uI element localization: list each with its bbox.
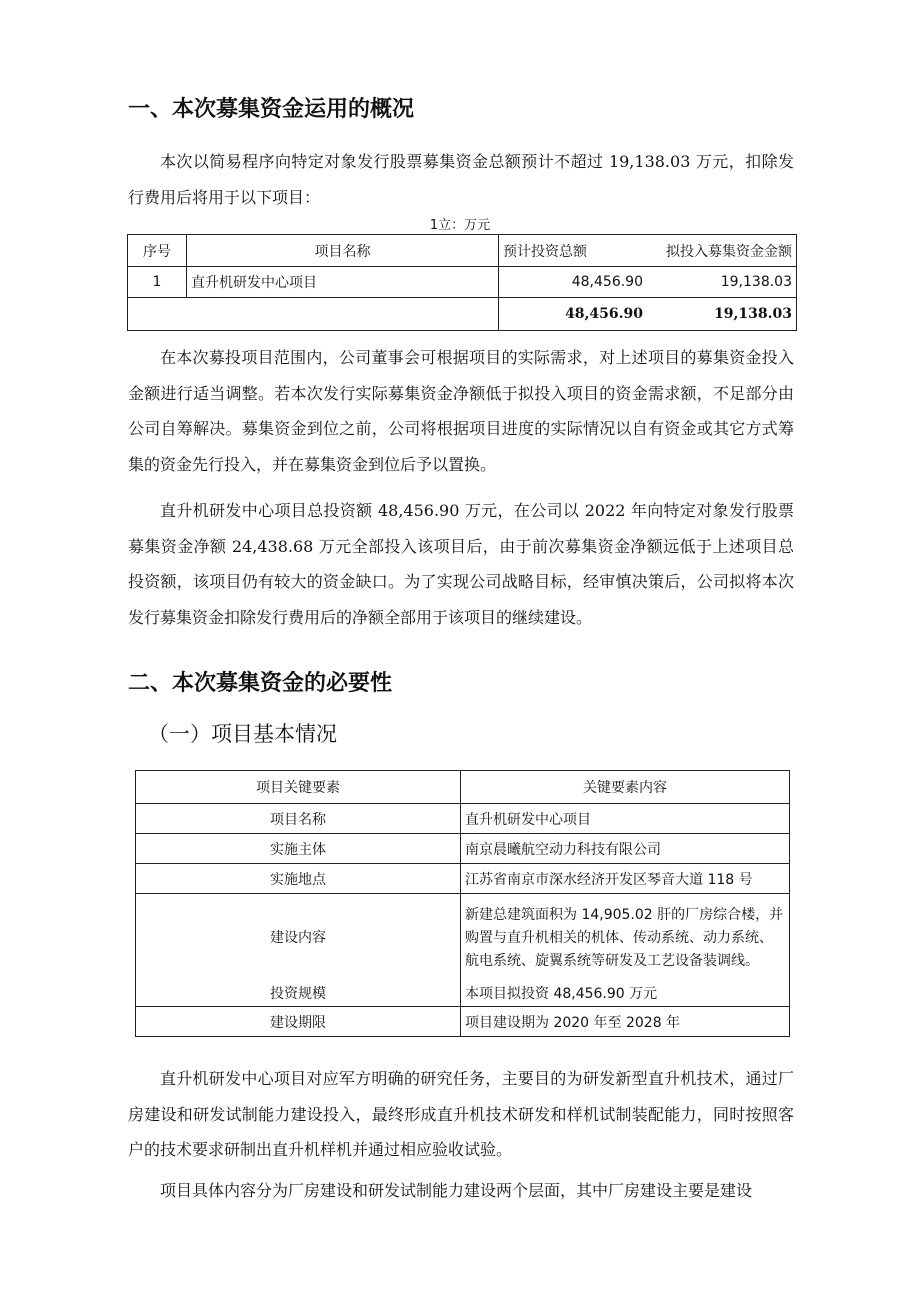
table-row: [136, 864, 790, 894]
unit-label: 1立：万元: [429, 218, 491, 233]
table-row: [128, 267, 797, 298]
adjustment-paragraph: 在本次募投项目范围内，公司董事会可根据项目的实际需求，对上述项目的募集资金投入金额进行适当调整。若本次发行实际募集资金净额低于拟投入项目的资金需求额，不足部分由公司自筹解决。募集资金到位之前，公司将根据项目进度的实际情况以自有资金或其它方式筹集的资金先行投入，并在募集资金到位后予以置换。: [128, 348, 794, 474]
row-no: 1: [128, 267, 187, 298]
subsection-title: （一）项目基本情况: [148, 722, 337, 746]
header-total: 预计投资总额: [499, 235, 648, 267]
table-row: [136, 980, 790, 1007]
header-key: 项目关键要素: [136, 771, 461, 804]
project-info-table: [135, 770, 790, 1037]
table-row: [136, 894, 790, 980]
value-cell: 南京晨曦航空动力科技有限公司: [461, 834, 790, 864]
key-cell: 投资规模: [136, 980, 461, 1007]
table-row: [136, 834, 790, 864]
section2-title: 二、本次募集资金的必要性: [128, 671, 393, 696]
sum-raise: 19,138.03: [647, 298, 797, 331]
key-cell: 实施主体: [136, 834, 461, 864]
row-raise: 19,138.03: [647, 267, 797, 298]
value-cell: 新建总建筑面积为 14,905.02 肝的厂房综合楼，并购置与直升机相关的机体、传动系统、动力系统、航电系统、旋翼系统等研发及工艺设备装调线。: [461, 894, 790, 980]
value-cell: 江苏省南京市深水经济开发区琴音大道 118 号: [461, 864, 790, 894]
intro-paragraph: 本次以简易程序向特定对象发行股票募集资金总额预计不超过 19,138.03 万元，扣除发行费用后将用于以下项目：: [128, 152, 794, 207]
row-name: 直升机研发中心项目: [187, 267, 499, 298]
key-cell: 项目名称: [136, 804, 461, 834]
table-row: [136, 1007, 790, 1037]
header-no: 序号: [128, 235, 187, 267]
key-cell: 建设内容: [136, 894, 461, 980]
value-cell: 本项目拟投资 48,456.90 万元: [461, 980, 790, 1007]
sum-label-cell: [128, 298, 499, 331]
investment-paragraph: 直升机研发中心项目总投资额 48,456.90 万元，在公司以 2022 年向特定对象发行股票募集资金净额 24,438.68 万元全部投入该项目后，由于前次募集资金净额远低于上述项目总投资额，该项目仍有较大的资金缺口。为了实现公司战略目标，经审慎决策后，公司拟将本次发行募集资金扣除发行费用后的净额全部用于该项目的继续建设。: [128, 501, 794, 627]
header-value: 关键要素内容: [461, 771, 790, 804]
section1-title: 一、本次募集资金运用的概况: [128, 97, 415, 122]
value-cell: 项目建设期为 2020 年至 2028 年: [461, 1007, 790, 1037]
header-name: 项目名称: [187, 235, 499, 267]
key-cell: 实施地点: [136, 864, 461, 894]
row-total: 48,456.90: [499, 267, 648, 298]
value-cell: 直升机研发中心项目: [461, 804, 790, 834]
key-cell: 建设期限: [136, 1007, 461, 1037]
header-raise: 拟投入募集资金金额: [647, 235, 797, 267]
sum-total: 48,456.90: [499, 298, 648, 331]
sum-row: [128, 298, 797, 331]
project-content-paragraph: 项目具体内容分为厂房建设和研发试制能力建设两个层面，其中厂房建设主要是建设: [160, 1181, 753, 1200]
project-table: [127, 234, 797, 331]
table-row: [136, 804, 790, 834]
project-description-paragraph: 直升机研发中心项目对应军方明确的研究任务，主要目的为研发新型直升机技术，通过厂房建设和研发试制能力建设投入，最终形成直升机技术研发和样机试制装配能力，同时按照客户的技术要求研制出直升机样机并通过相应验收试验。: [128, 1069, 794, 1159]
